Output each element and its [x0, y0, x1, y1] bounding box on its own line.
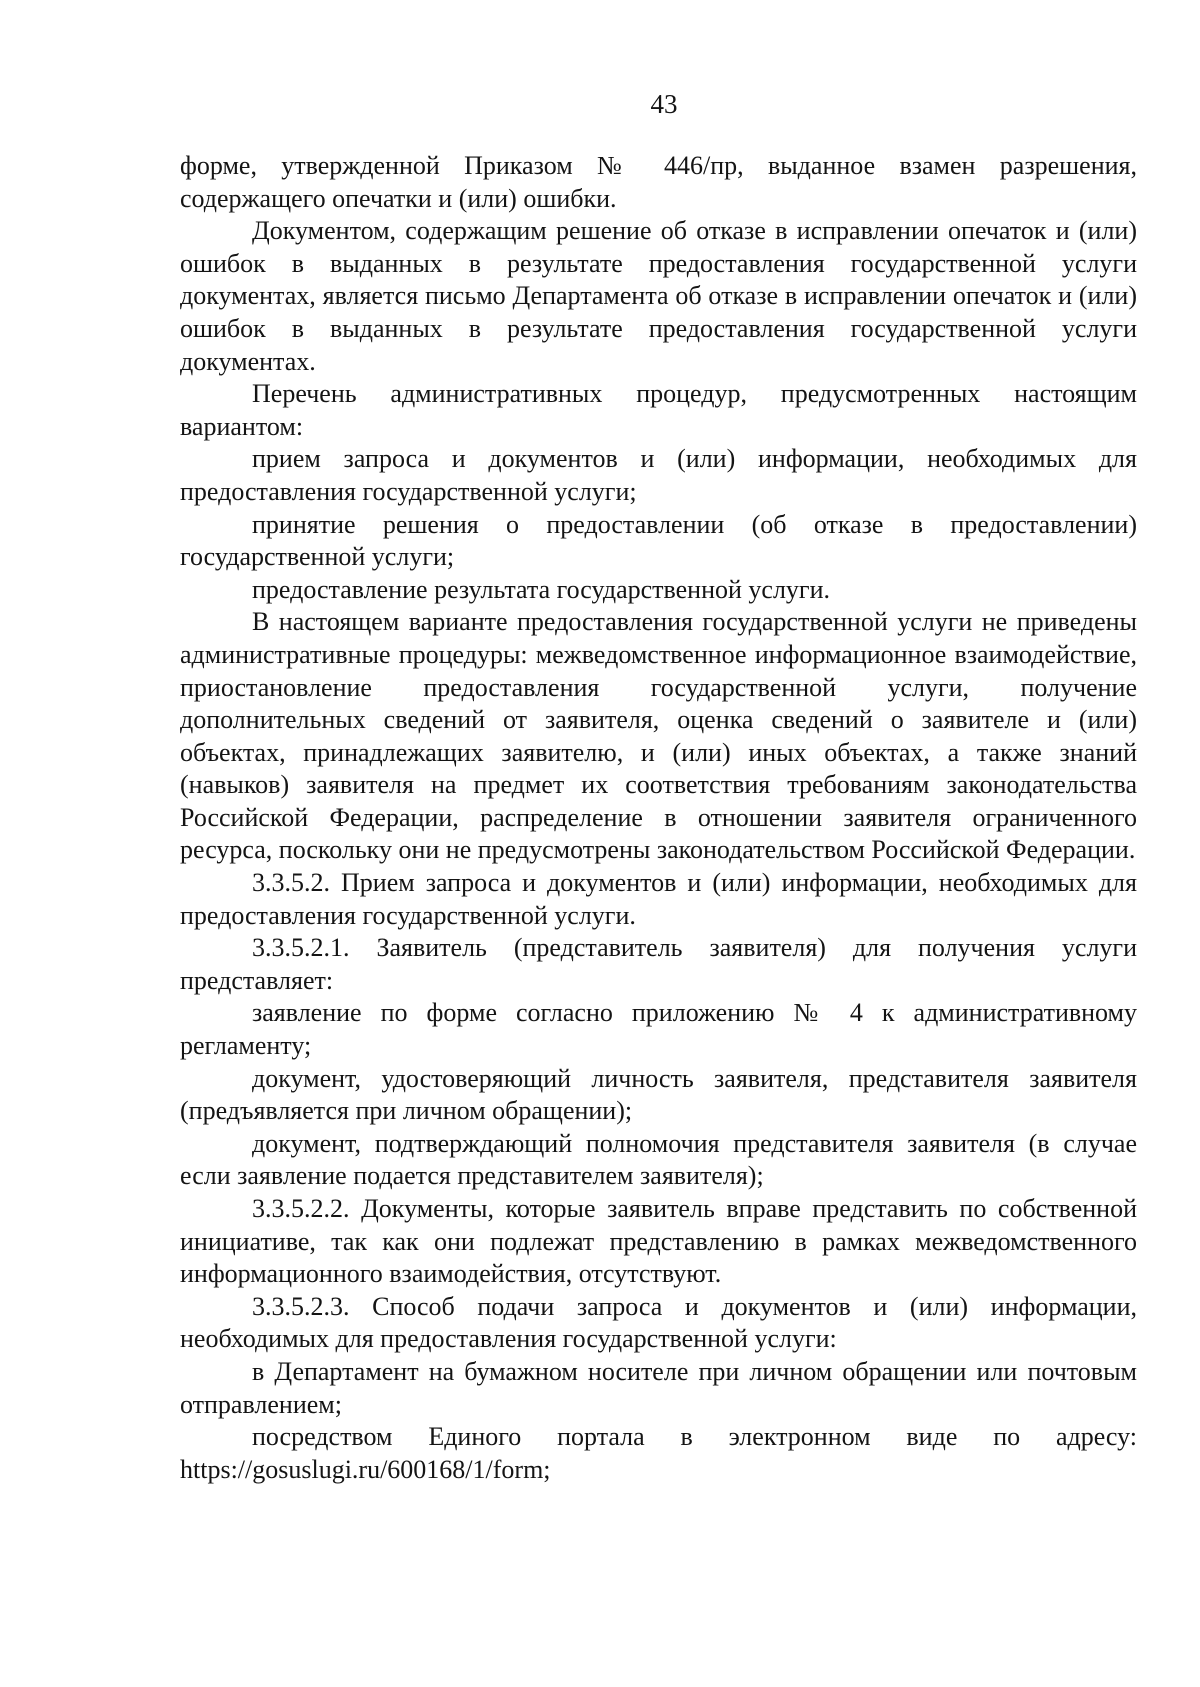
list-item-request-reception: прием запроса и документов и (или) информации, необходимых для предоставления государственной услуги;: [180, 444, 1137, 506]
page-number: 43: [650, 89, 678, 119]
paragraph-section-3-3-5-2-1: 3.3.5.2.1. Заявитель (представитель заявителя) для получения услуги представляет:: [180, 933, 1137, 995]
list-item-identity-document: документ, удостоверяющий личность заявителя, представителя заявителя (предъявляется при личном обращении);: [180, 1063, 1137, 1126]
paragraph-continuation: форме, утвержденной Приказом № 446/пр, выданное взамен разрешения, содержащего опечатки и (или) ошибки.: [180, 151, 1137, 213]
list-item-decision: принятие решения о предоставлении (об отказе в предоставлении) государственной услуги;: [180, 509, 1137, 572]
list-item-portal-submission: посредством Единого портала в электронном виде по адресу: https://gosuslugi.ru/600168/1/form;: [180, 1422, 1137, 1484]
list-item-application: заявление по форме согласно приложению № 4 к административному регламенту;: [180, 998, 1137, 1061]
list-item-result: предоставление результата государственной услуги.: [252, 574, 831, 604]
document-body: [180, 150, 1137, 1486]
paragraph-procedures-list-intro: Перечень административных процедур, предусмотренных настоящим вариантом:: [180, 379, 1137, 441]
paragraph-section-3-3-5-2-2: 3.3.5.2.2. Документы, которые заявитель вправе представить по собственной инициативе, так как они подлежат представлению в рамках межведомственного информационного взаимодействия, отсутствуют.: [180, 1194, 1137, 1289]
list-item-paper-submission: в Департамент на бумажном носителе при личном обращении или почтовым отправлением;: [180, 1356, 1137, 1419]
paragraph-section-3-3-5-2: 3.3.5.2. Прием запроса и документов и (или) информации, необходимых для предоставления государственной услуги.: [180, 868, 1137, 930]
paragraph-refusal-document: Документом, содержащим решение об отказе в исправлении опечаток и (или) ошибок в выданных в результате предоставления государственной услуги документах, является письмо Департамента об отказе в исправлении опечаток и (или) ошибок в выданных в результате предоставления государственной услуги документах.: [180, 216, 1137, 376]
paragraph-excluded-procedures: В настоящем варианте предоставления государственной услуги не приведены административные процедуры: межведомственное информационное взаимодействие, приостановление предоставления государственной услуги, получение дополнительных сведений от заявителя, оценка сведений о заявителе и (или) объектах, принадлежащих заявителю, и (или) иных объектах, а также знаний (навыков) заявителя на предмет их соответствия требованиям законодательства Российской Федерации, распределение в отношении заявителя ограниченного ресурса, поскольку они не предусмотрены законодательством Российской Федерации.: [180, 607, 1137, 865]
list-item-authority-document: документ, подтверждающий полномочия представителя заявителя (в случае если заявление подается представителем заявителя);: [180, 1128, 1137, 1191]
paragraph-section-3-3-5-2-3: 3.3.5.2.3. Способ подачи запроса и документов и (или) информации, необходимых для предоставления государственной услуги:: [180, 1291, 1137, 1354]
